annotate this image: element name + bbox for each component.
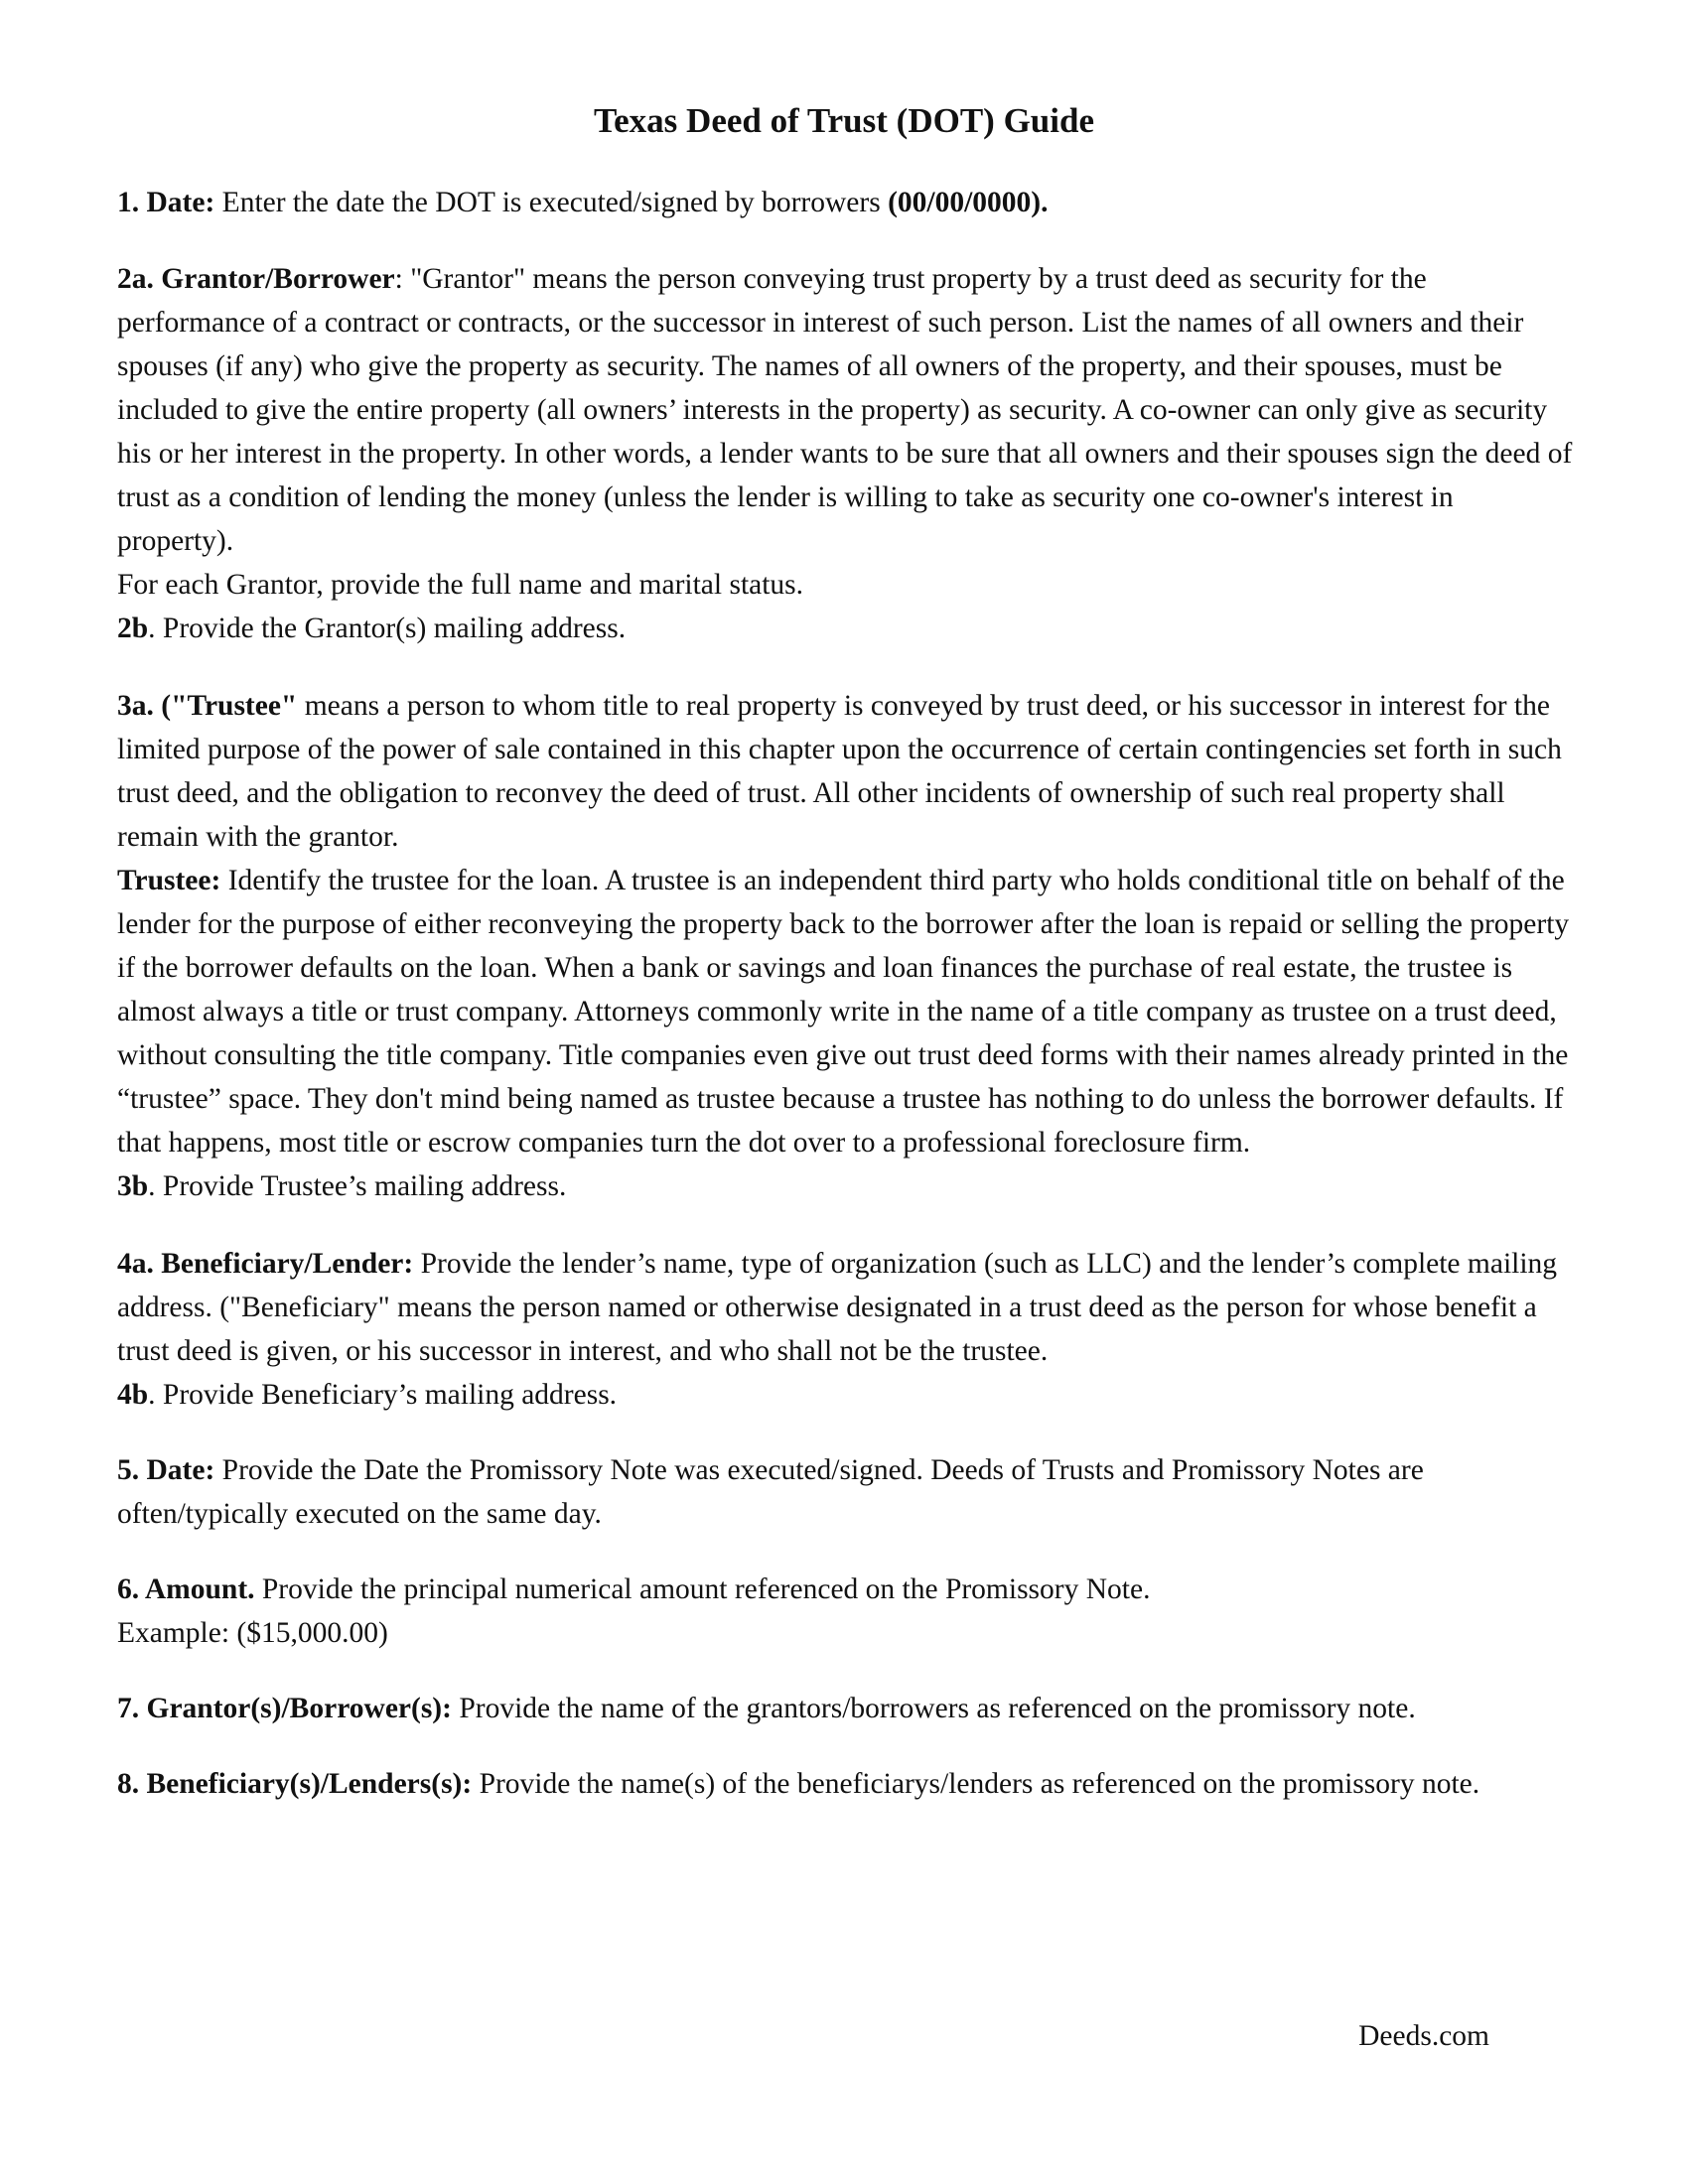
section-3a-trustee-definition [117, 684, 1577, 859]
section-text: . Provide Trustee’s mailing address. [148, 1170, 567, 1202]
section-2b-grantor-address [117, 607, 1577, 650]
section-6-example: Example: ($15,000.00) [117, 1617, 388, 1649]
section-label: 7. Grantor(s)/Borrower(s): [117, 1693, 452, 1724]
section-text: Provide the name of the grantors/borrowers as referenced on the promissory note. [451, 1693, 1416, 1724]
section-label: 3b [117, 1170, 149, 1202]
section-text: Provide the name(s) of the beneficiarys/lenders as referenced on the promissory note. [472, 1768, 1480, 1800]
section-label: 5. Date: [117, 1454, 215, 1486]
section-text: Provide the principal numerical amount referenced on the Promissory Note. [254, 1573, 1151, 1605]
section-2a-grantor-instruction: For each Grantor, provide the full name and marital status. [117, 569, 804, 601]
section-label: 4a. Beneficiary/Lender: [117, 1248, 414, 1280]
section-label: 6. Amount. [117, 1573, 255, 1605]
section-label: 3a. ("Trustee" [117, 690, 298, 722]
section-label: 2a. Grantor/Borrower [117, 263, 395, 295]
section-text: Provide the lender’s name, type of organization (such as LLC) and the lender’s complete mailing address. ("Beneficiary" means the person named or otherwise designated in a trust deed as the person for whose benefit a trust deed is given, or his successor in interest, and who shall not be the trustee. [117, 1248, 1558, 1367]
section-label: Trustee: [117, 865, 221, 896]
section-text: Provide the Date the Promissory Note was executed/signed. Deeds of Trusts and Promissory Notes are often/typically executed on the same day. [117, 1454, 1424, 1530]
section-text: Identify the trustee for the loan. A trustee is an independent third party who holds conditional title on behalf of the lender for the purpose of either reconveying the property back to the borrower after the loan is repaid or selling the property if the borrower defaults on the loan. When a bank or savings and loan finances the purchase of real estate, the trustee is almost always a title or trust company. Attorneys commonly write in the name of a title company as trustee on a trust deed, without consulting the title company. Title companies even give out trust deed forms with their names already printed in the “trustee” space. They don't mind being named as trustee because a trustee has nothing to do unless the borrower defaults. If that happens, most title or escrow companies turn the dot over to a professional foreclosure firm. [117, 865, 1570, 1159]
section-4b-beneficiary-address [117, 1373, 1577, 1417]
section-3b-trustee-address [117, 1164, 1577, 1208]
section-text: . Provide the Grantor(s) mailing address. [148, 613, 627, 644]
section-label: 1. Date: [117, 187, 215, 218]
section-6-amount [117, 1568, 1577, 1611]
section-trustee [117, 859, 1577, 1164]
footer-brand: Deeds.com [1358, 2020, 1489, 2052]
section-text: means a person to whom title to real property is conveyed by trust deed, or his successor in interest for the limited purpose of the power of sale contained in this chapter upon the occurrence of certain contingencies set forth in such trust deed, and the obligation to reconvey the deed of trust. All other incidents of ownership of such real property shall remain with the grantor. [117, 690, 1562, 853]
section-8-lenders [117, 1762, 1577, 1806]
section-label: 4b [117, 1379, 149, 1411]
date-format: (00/00/0000). [888, 187, 1049, 218]
section-5-note-date [117, 1448, 1577, 1536]
section-label: 2b [117, 613, 149, 644]
section-1-date [117, 181, 1577, 224]
section-2a-grantor [117, 257, 1577, 563]
section-label: 8. Beneficiary(s)/Lenders(s): [117, 1768, 473, 1800]
section-4a-beneficiary [117, 1242, 1577, 1373]
document-body [117, 181, 1577, 1806]
section-text: . Provide Beneficiary’s mailing address. [148, 1379, 618, 1411]
section-7-borrowers [117, 1687, 1577, 1730]
document-title: Texas Deed of Trust (DOT) Guide [594, 101, 1094, 140]
section-text: : "Grantor" means the person conveying trust property by a trust deed as security for the performance of a contract or contracts, or the successor in interest of such person. List the names of all owners and their spouses (if any) who give the property as security. The names of all owners of the property, and their spouses, must be included to give the entire property (all owners’ interests in the property) as security. A co-owner can only give as security his or her interest in the property. In other words, a lender wants to be sure that all owners and their spouses sign the deed of trust as a condition of lending the money (unless the lender is willing to take as security one co-owner's interest in property). [117, 263, 1573, 557]
section-text: Enter the date the DOT is executed/signed by borrowers [214, 187, 889, 218]
